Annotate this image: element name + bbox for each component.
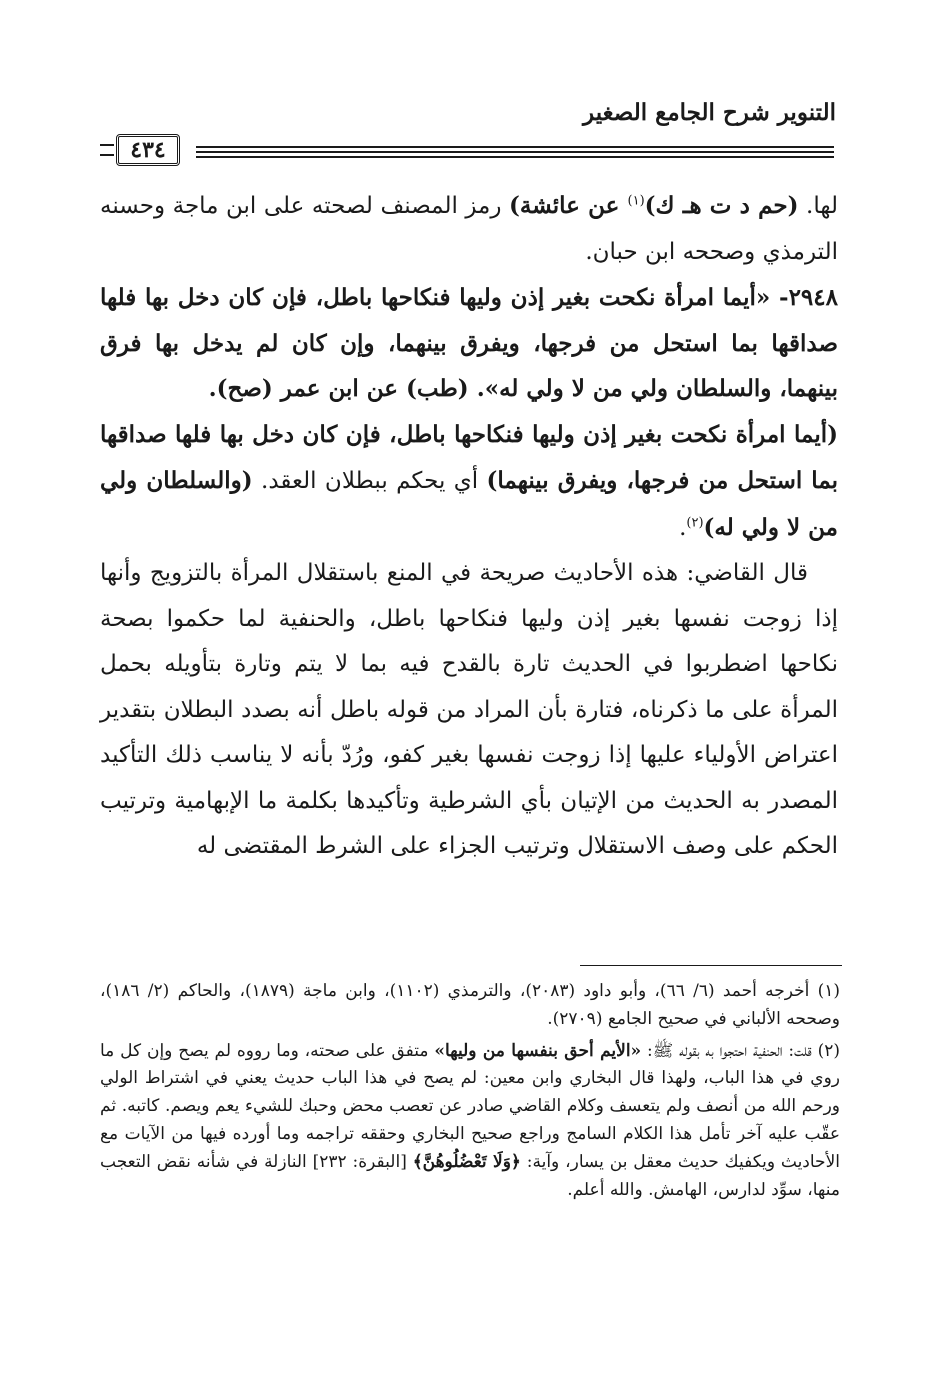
paragraph-qadi: قال القاضي: هذه الأحاديث صريحة في المنع باستقلال المرأة بالتزويج وأنها إذا زوجت نفسها بغير إذن وليها فنكاحها باطل، والحنفية لما حكموا بصحة نكاحها اضطربوا في الحديث تارة بالقدح فيه بما لا يتم وتارة بتأويله بحمل المرأة على ما ذكرناه، فتارة بأن المراد من قوله باطل أنه بصدد البطلان بتقدير اعتراض الأولياء عليها إذا زوجت نفسها بغير كفو، ورُدّ بأنه لا يناسب ذلك التأكيد المصدر به الحديث من الإتيان بأي الشرطية وتأكيدها بكلمة ما الإبهامية وترتيب الحكم على وصف الاستقلال وترتيب الجزاء على الشرط المقتضى له [100, 560, 838, 859]
footnote-separator [580, 965, 842, 966]
footnote-1: (١) أخرجه أحمد (٦/ ٦٦)، وأبو داود (٢٠٨٣)، والترمذي (١١٠٢)، وابن ماجة (١٨٧٩)، والحاكم (٢/ ١٨٦)، وصححه الألباني في صحيح الجامع (٢٧٠٩). [100, 981, 841, 1029]
paragraph-1 [100, 183, 838, 275]
footnote-2 [100, 1038, 840, 1205]
page-header [100, 88, 840, 168]
hadith-quote: (أيما امرأة نكحت بغير إذن وليها فنكاحها باطل، فإن كان دخل بها فلها صداقها بما استحل من فرجها، ويفرق بينهما) [100, 420, 839, 494]
footnote-ref-1: (١) [627, 193, 645, 209]
book-title: التنوير شرح الجامع الصغير [583, 99, 836, 126]
text-run: [البقرة: ٢٣٢] النازلة في شأنه نقض التعجب منها، سوِّد لدارس، الهامش. والله أعلم. [100, 1151, 840, 1200]
source-code: (حم د ت هـ ك) [644, 192, 799, 219]
quran-quote: ﴿وَلَا تَعْضُلُوهُنَّ﴾ [412, 1151, 521, 1172]
main-text [100, 183, 838, 870]
text-run: أي يحكم ببطلان العقد. [252, 468, 487, 494]
text-run: . [679, 514, 687, 541]
hadith-2948: ٢٩٤٨- «أيما امرأة نكحت بغير إذن وليها فنكاحها باطل، فإن كان دخل بها فلها صداقها بما استحل من فرجها، ويفرق بينهما، وإن كان لم يدخل بها فرق بينهما، والسلطان ولي من لا ولي له». (طب) عن ابن عمر (صح). [100, 284, 838, 402]
text-run: لها. [798, 193, 838, 219]
header-rule-line [196, 156, 834, 158]
hadith-quote: «الأيم أحق بنفسها من وليها» [434, 1040, 642, 1061]
text-run: (٢) قلت: الحنفية احتجوا به بقوله ﷺ: [641, 1040, 840, 1061]
text-run: رمز المصنف لصحته على ابن ماجة وحسنه الترمذي وصححه ابن حبان. [100, 193, 838, 265]
narrator-name: عن عائشة) [509, 192, 628, 219]
header-rule-line [196, 146, 834, 148]
hadith-quote: (والسلطان ولي من لا ولي له) [100, 467, 838, 541]
header-rule [100, 134, 840, 168]
footnote-ref-2: (٢) [686, 514, 704, 530]
page-number: ٤٣٤ [116, 134, 180, 166]
text-run: متفق على صحته، وما رووه لم يصح وإن كل ما روي في هذا الباب، ولهذا قال البخاري وابن معين: لم يصح في هذا الباب حديث يعني في اشتراط الولي ورحم الله من أنصف ولم يتعسف وكلام القاضي صادر عن تعصب محض وحبك للشيء يعم ويصم. كاتبه. ثم عقّب عليه آخر تأمل هذا الكلام السامج وراجع صحيح البخاري وحققه تراجمه وما أورده فيها من الآيات مع الأحاديث ويكفيك حديث معقل بن يسار، وآية: [100, 1040, 840, 1172]
paragraph-commentary [100, 412, 838, 552]
page-number-ornament [100, 144, 114, 156]
footnotes [100, 978, 840, 1208]
header-rule-line [196, 151, 834, 153]
